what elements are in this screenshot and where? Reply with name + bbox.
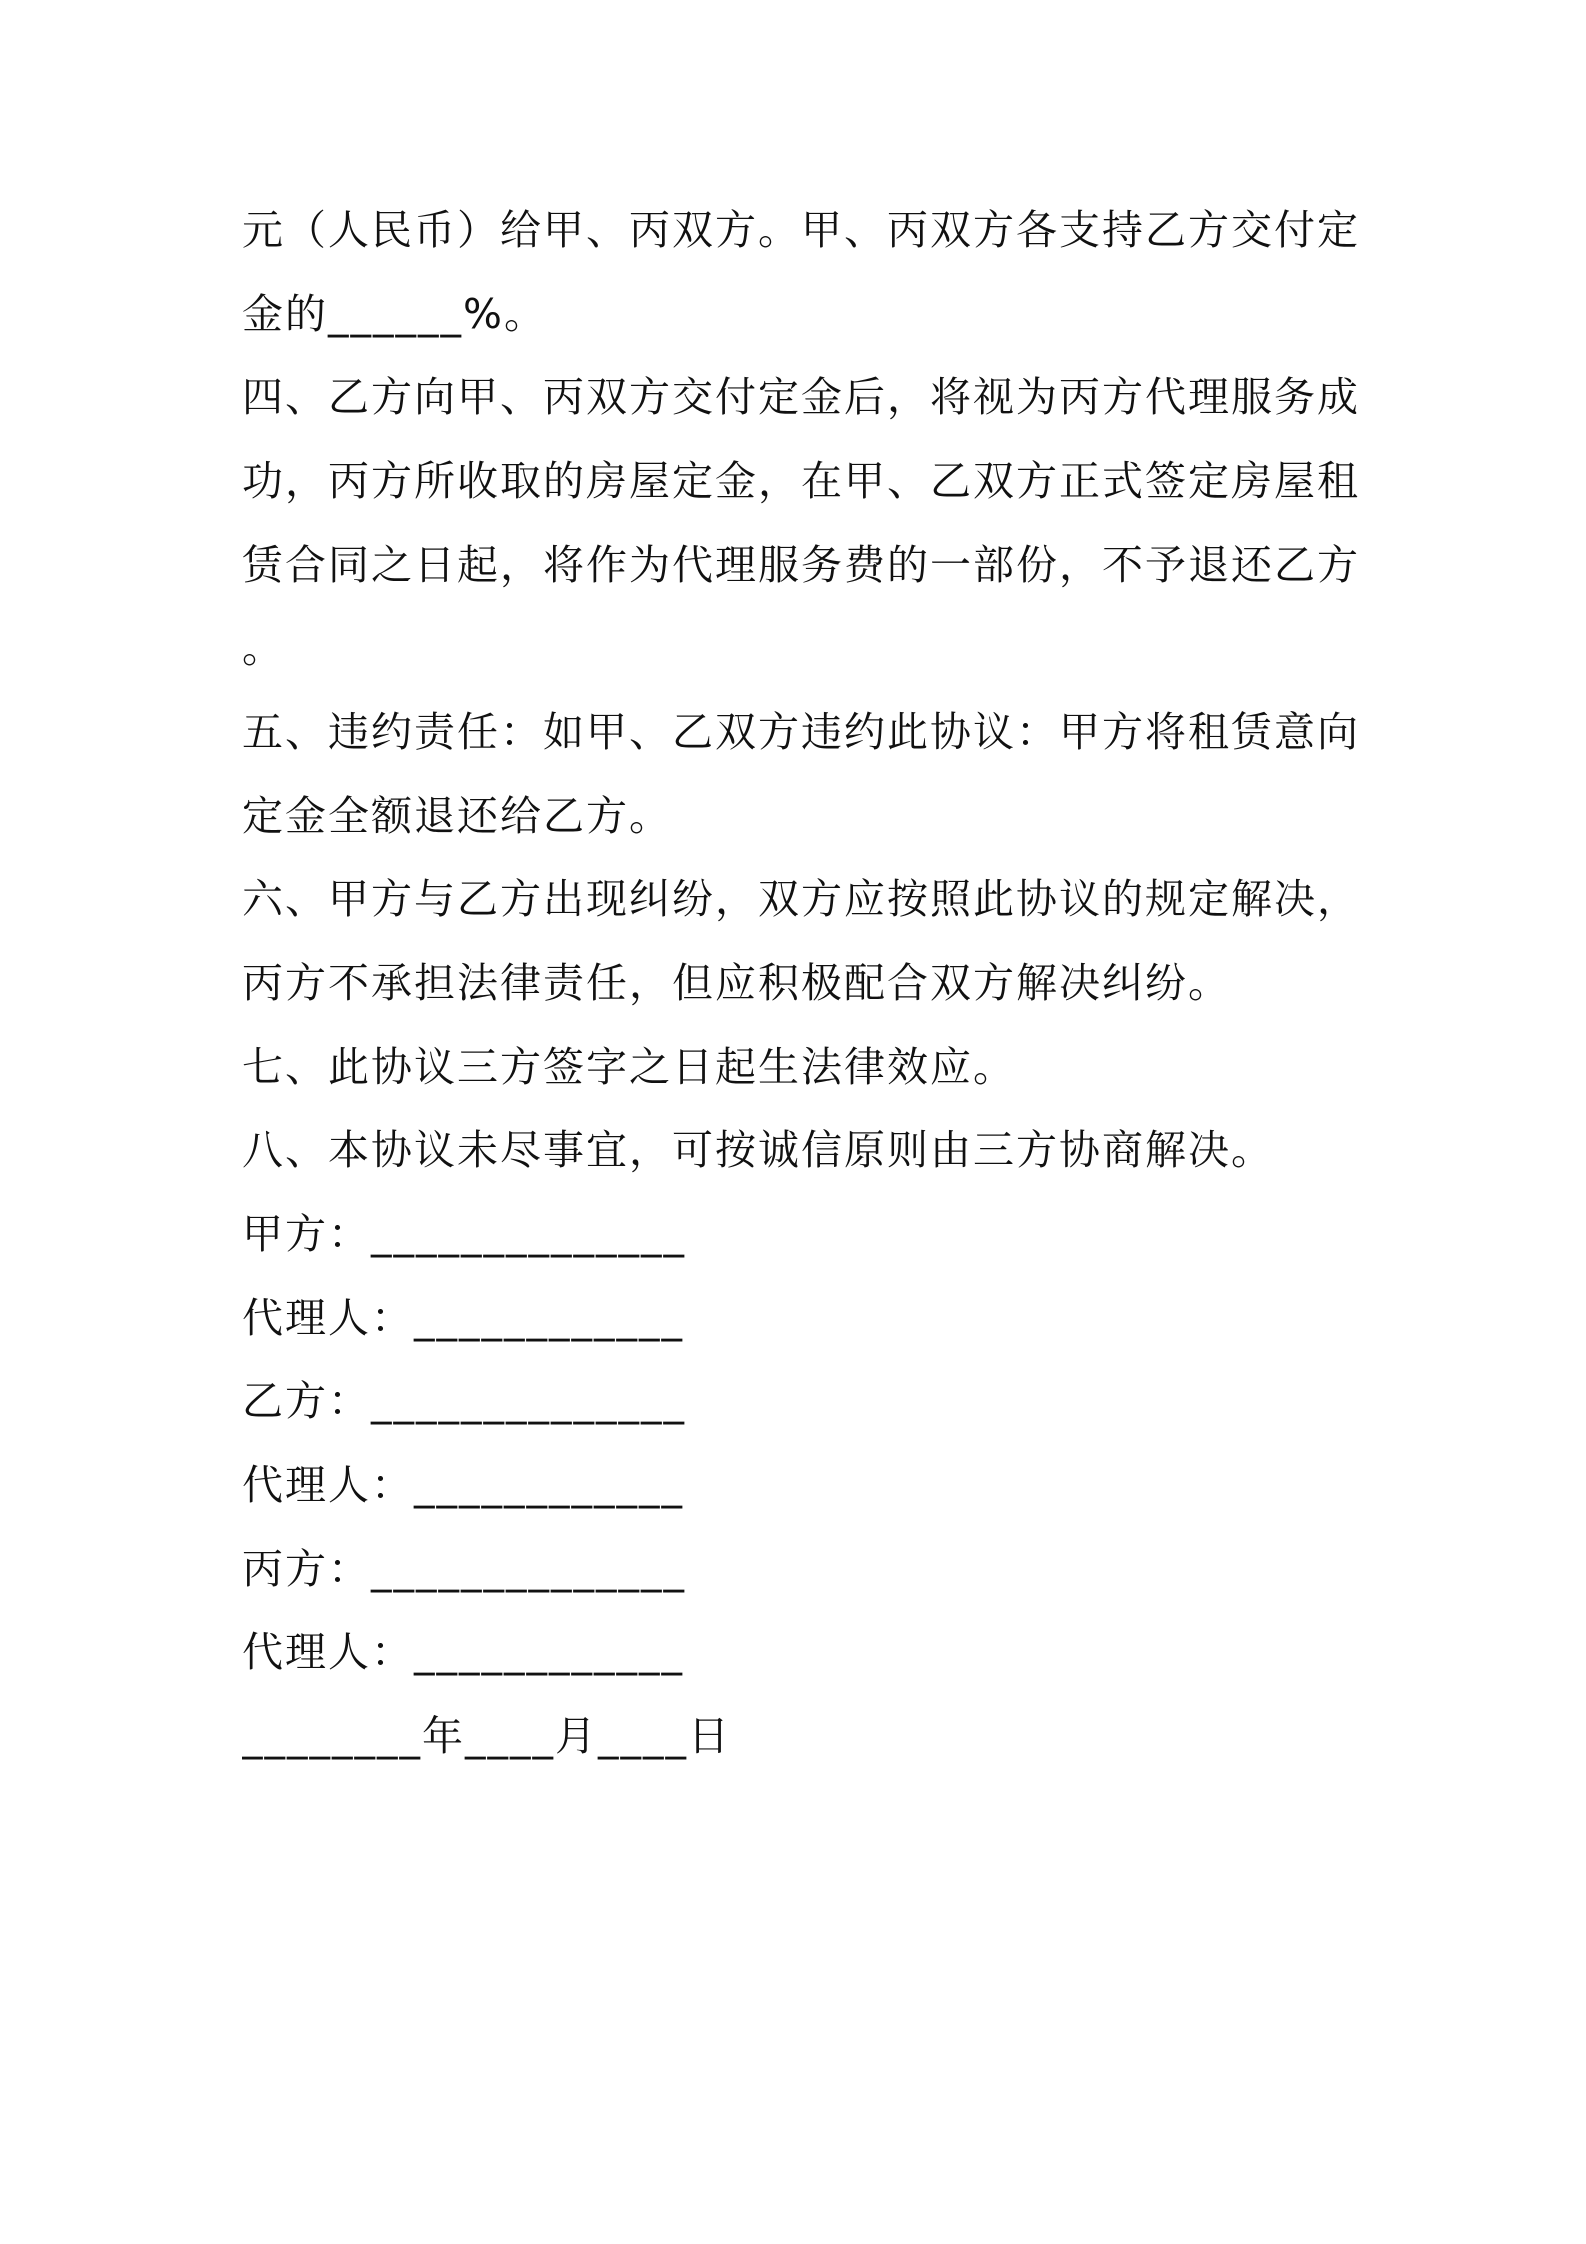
- text-line: 金的______%。: [242, 290, 547, 338]
- text-line: 赁合同之日起，将作为代理服务费的一部份，不予退还乙方: [242, 541, 1360, 589]
- signature-party-b: 乙方：______________: [242, 1377, 686, 1425]
- date-line: ________年____月____日: [242, 1712, 731, 1760]
- text-line: 五、违约责任：如甲、乙双方违约此协议：甲方将租赁意向: [242, 708, 1360, 756]
- signature-agent-b: 代理人：____________: [242, 1461, 684, 1509]
- text-line: 八、本协议未尽事宜，可按诚信原则由三方协商解决。: [242, 1126, 1274, 1174]
- text-line: 四、乙方向甲、丙双方交付定金后，将视为丙方代理服务成: [242, 373, 1360, 421]
- text-line: 七、此协议三方签字之日起生法律效应。: [242, 1043, 1016, 1091]
- text-line: 丙方不承担法律责任，但应积极配合双方解决纠纷。: [242, 959, 1231, 1007]
- signature-party-c: 丙方：______________: [242, 1545, 686, 1593]
- text-line: 六、甲方与乙方出现纠纷，双方应按照此协议的规定解决，: [242, 875, 1360, 923]
- text-line: 定金全额退还给乙方。: [242, 792, 672, 840]
- signature-agent-a: 代理人：____________: [242, 1294, 684, 1342]
- signature-party-a: 甲方：______________: [242, 1210, 686, 1258]
- signature-agent-c: 代理人：____________: [242, 1628, 684, 1676]
- text-line: 元（人民币）给甲、丙双方。甲、丙双方各支持乙方交付定: [242, 206, 1360, 254]
- text-line: 。: [242, 624, 285, 672]
- text-line: 功，丙方所收取的房屋定金，在甲、乙双方正式签定房屋租: [242, 457, 1360, 505]
